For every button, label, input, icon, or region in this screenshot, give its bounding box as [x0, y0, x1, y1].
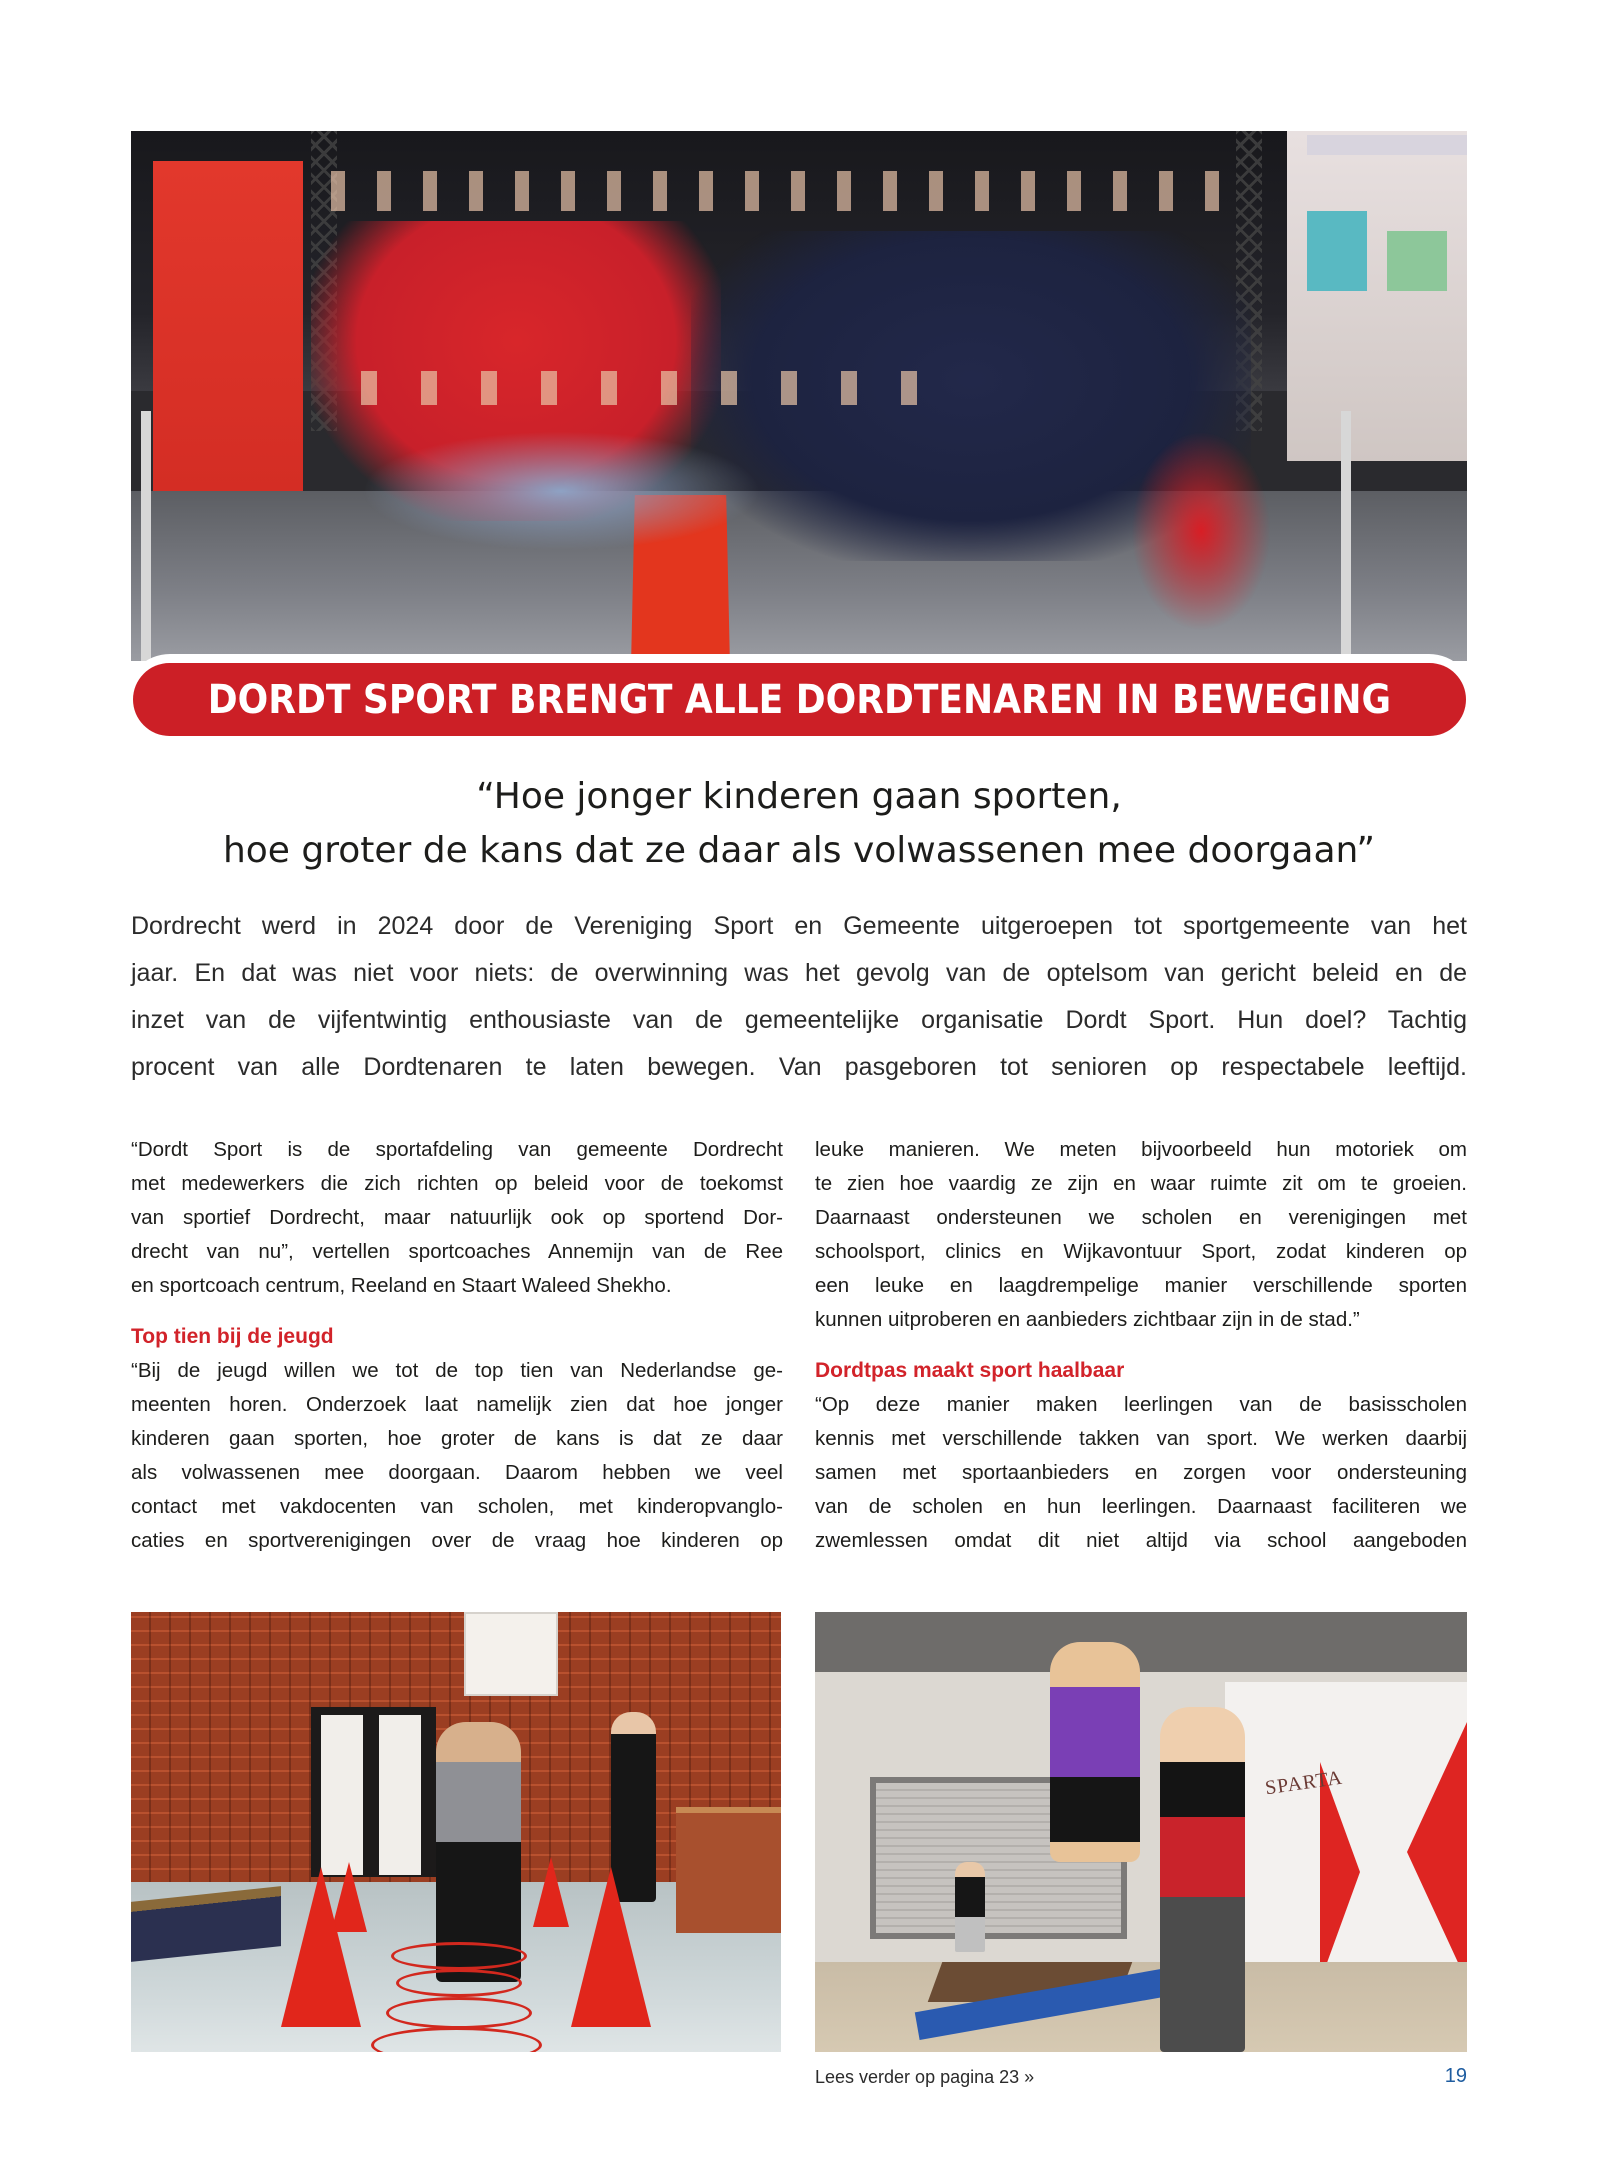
hoop-icon	[396, 1969, 522, 1997]
wall-poster	[1387, 231, 1447, 291]
body-line: met medewerkers die zich richten op beleid voor de toekomst	[131, 1172, 783, 1195]
subheading-dordtpas: Dordtpas maakt sport haalbaar	[815, 1359, 1125, 1382]
basketball-backboard	[464, 1612, 558, 1696]
gym-door	[311, 1707, 436, 1877]
body-line: als volwassenen mee doorgaan. Daarom hebben we veel	[131, 1461, 783, 1484]
body-column-left	[131, 1133, 783, 1558]
person-red-jacket	[1131, 431, 1271, 631]
pull-quote-line: hoe groter de kans dat ze daar als volwassenen mee doorgaan”	[222, 830, 1376, 871]
intro-line: inzet van de vijfentwintig enthousiaste van de gemeentelijke organisatie Dordt Sport. Hun doel? Tachtig	[131, 1006, 1467, 1034]
group-kneeling-row	[361, 431, 761, 551]
banner-triangle	[1320, 1762, 1360, 1982]
hoop-icon	[391, 1942, 527, 1970]
barrier-post	[141, 411, 151, 661]
body-line: samen met sportaanbieders en zorgen voor ondersteuning	[815, 1461, 1467, 1484]
intro-line: Dordrecht werd in 2024 door de Vereniging Sport en Gemeente uitgeroepen tot sportgemeente van het	[131, 912, 1467, 940]
cone-icon	[533, 1857, 569, 1927]
intro-line: jaar. En dat was niet voor niets: de overwinning was het gevolg van de optelsom van gericht beleid en de	[131, 959, 1467, 987]
group-faces-back-row	[331, 171, 1231, 211]
photo-child-running-hoops	[131, 1612, 781, 2052]
child-on-bench	[955, 1862, 985, 1952]
body-line: kennis met verschillende takken van sport. We werken daarbij	[815, 1427, 1467, 1450]
body-line: leuke manieren. We meten bijvoorbeeld hun motoriek om	[815, 1138, 1467, 1161]
body-line: te zien hoe vaardig ze zijn en waar ruimte zit om te groeien.	[815, 1172, 1467, 1195]
pull-quote-line: “Hoe jonger kinderen gaan sporten,	[476, 776, 1122, 817]
barrier-post	[1341, 411, 1351, 661]
coach-figure	[1160, 1707, 1245, 2052]
body-line: van de scholen en hun leerlingen. Daarnaast faciliteren we	[815, 1495, 1467, 1518]
body-line: van sportief Dordrecht, maar natuurlijk ook op sportend Dor-	[131, 1206, 783, 1229]
body-line: zwemlessen omdat dit niet altijd via school aangeboden	[815, 1529, 1467, 1552]
sparta-text: SPARTA	[1263, 1766, 1345, 1800]
body-line: Daarnaast ondersteunen we scholen en verenigingen met	[815, 1206, 1467, 1229]
body-line: en sportcoach centrum, Reeland en Staart Waleed Shekho.	[131, 1274, 672, 1297]
group-faces-front-row	[361, 371, 921, 405]
headline-pill	[133, 663, 1466, 736]
cone-icon	[281, 1867, 361, 2027]
body-line: “Dordt Sport is de sportafdeling van gemeente Dordrecht	[131, 1138, 783, 1161]
sparta-banner	[1225, 1682, 1467, 1982]
body-line: drecht van nu”, vertellen sportcoaches Annemijn van de Ree	[131, 1240, 783, 1263]
photo-child-jumping	[815, 1612, 1467, 2052]
body-line: kunnen uitproberen en aanbieders zichtbaar zijn in de stad.”	[815, 1308, 1360, 1331]
body-line: kinderen gaan sporten, hoe groter de kans is dat ze daar	[131, 1427, 783, 1450]
body-column-right	[815, 1133, 1467, 1558]
body-line: “Op deze manier maken leerlingen van de basisscholen	[815, 1393, 1467, 1416]
body-line: “Bij de jeugd willen we tot de top tien van Nederlandse ge-	[131, 1359, 783, 1382]
hero-group-photo	[131, 131, 1467, 661]
subheading-top-tien: Top tien bij de jeugd	[131, 1325, 334, 1348]
banner-triangle	[1407, 1722, 1467, 1982]
continue-reading-link[interactable]: Lees verder op pagina 23 »	[815, 2067, 1035, 2087]
headline-banner	[125, 654, 1474, 744]
page-number: 19	[1444, 2065, 1467, 2087]
intro-paragraph	[131, 903, 1467, 1091]
headline: DORDT SPORT BRENGT ALLE DORDTENAREN IN BEWEGING	[207, 676, 1392, 723]
pull-quote	[131, 770, 1467, 878]
wall-sign	[1307, 135, 1467, 155]
jumping-child	[1050, 1642, 1140, 1862]
cone-icon	[571, 1867, 651, 2027]
photo-right-wall	[1287, 131, 1467, 461]
body-line: meenten horen. Onderzoek laat namelijk zien dat hoe jonger	[131, 1393, 783, 1416]
body-line: een leuke en laagdrempelige manier verschillende sporten	[815, 1274, 1467, 1297]
body-line: schoolsport, clinics en Wijkavontuur Sport, zodat kinderen op	[815, 1240, 1467, 1263]
intro-line: procent van alle Dordtenaren te laten bewegen. Van pasgeboren tot senioren op respectabele leeftijd.	[131, 1053, 1467, 1081]
body-line: caties en sportverenigingen over de vraag hoe kinderen op	[131, 1529, 783, 1552]
wall-poster	[1307, 211, 1367, 291]
vaulting-box	[676, 1807, 781, 1933]
body-line: contact met vakdocenten van scholen, met kinderopvanglo-	[131, 1495, 783, 1518]
hoop-icon	[386, 1997, 532, 2029]
